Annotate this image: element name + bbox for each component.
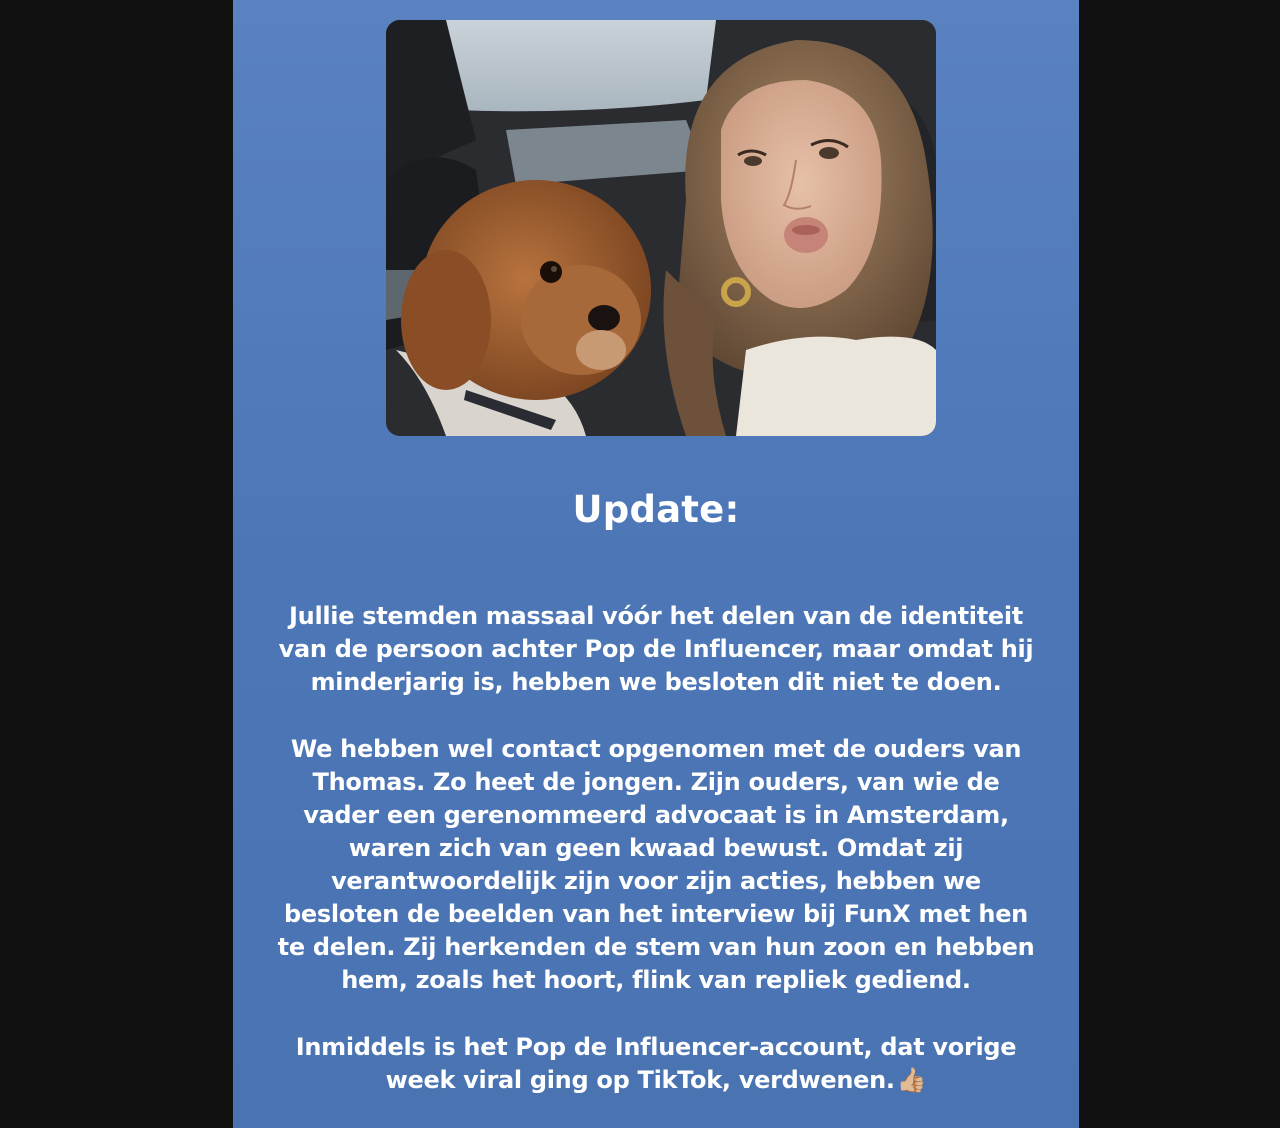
paragraph-2-line: hem, zoals het hoort, flink van repliek gediend. <box>341 966 971 994</box>
paragraph-2-line: verantwoordelijk zijn voor zijn acties, hebben we <box>331 867 981 895</box>
paragraph-2-line: waren zich van geen kwaad bewust. Omdat zij <box>348 834 964 862</box>
story-heading: Update: <box>572 488 740 531</box>
paragraph-2-line: We hebben wel contact opgenomen met de ouders van <box>290 735 1022 763</box>
story-photo <box>386 20 936 436</box>
paragraph-1 <box>263 600 1049 699</box>
paragraph-2-line: te delen. Zij herkenden de stem van hun zoon en hebben <box>277 933 1035 961</box>
paragraph-2 <box>263 733 1049 997</box>
paragraph-3-line: Inmiddels is het Pop de Influencer-account, dat vorige <box>295 1033 1017 1061</box>
paragraph-1-line: minderjarig is, hebben we besloten dit niet te doen. <box>310 668 1002 696</box>
paragraph-3-line-text: week viral ging op TikTok, verdwenen. <box>385 1066 895 1094</box>
paragraph-2-line: Thomas. Zo heet de jongen. Zijn ouders, van wie de <box>312 768 1000 796</box>
paragraph-1-line: van de persoon achter Pop de Influencer, maar omdat hij <box>278 635 1034 663</box>
thumbs-up-icon: 👍🏼 <box>896 1066 927 1094</box>
paragraph-3-line <box>263 1064 1049 1097</box>
paragraph-3 <box>263 1031 1049 1097</box>
instagram-story[interactable] <box>233 0 1079 1128</box>
paragraph-2-line: besloten de beelden van het interview bij FunX met hen <box>284 900 1028 928</box>
paragraph-1-line: Jullie stemden massaal vóór het delen van de identiteit <box>289 602 1023 630</box>
selfie-with-dog-image <box>386 20 936 436</box>
paragraph-2-line: vader een gerenommeerd advocaat is in Amsterdam, <box>303 801 1009 829</box>
